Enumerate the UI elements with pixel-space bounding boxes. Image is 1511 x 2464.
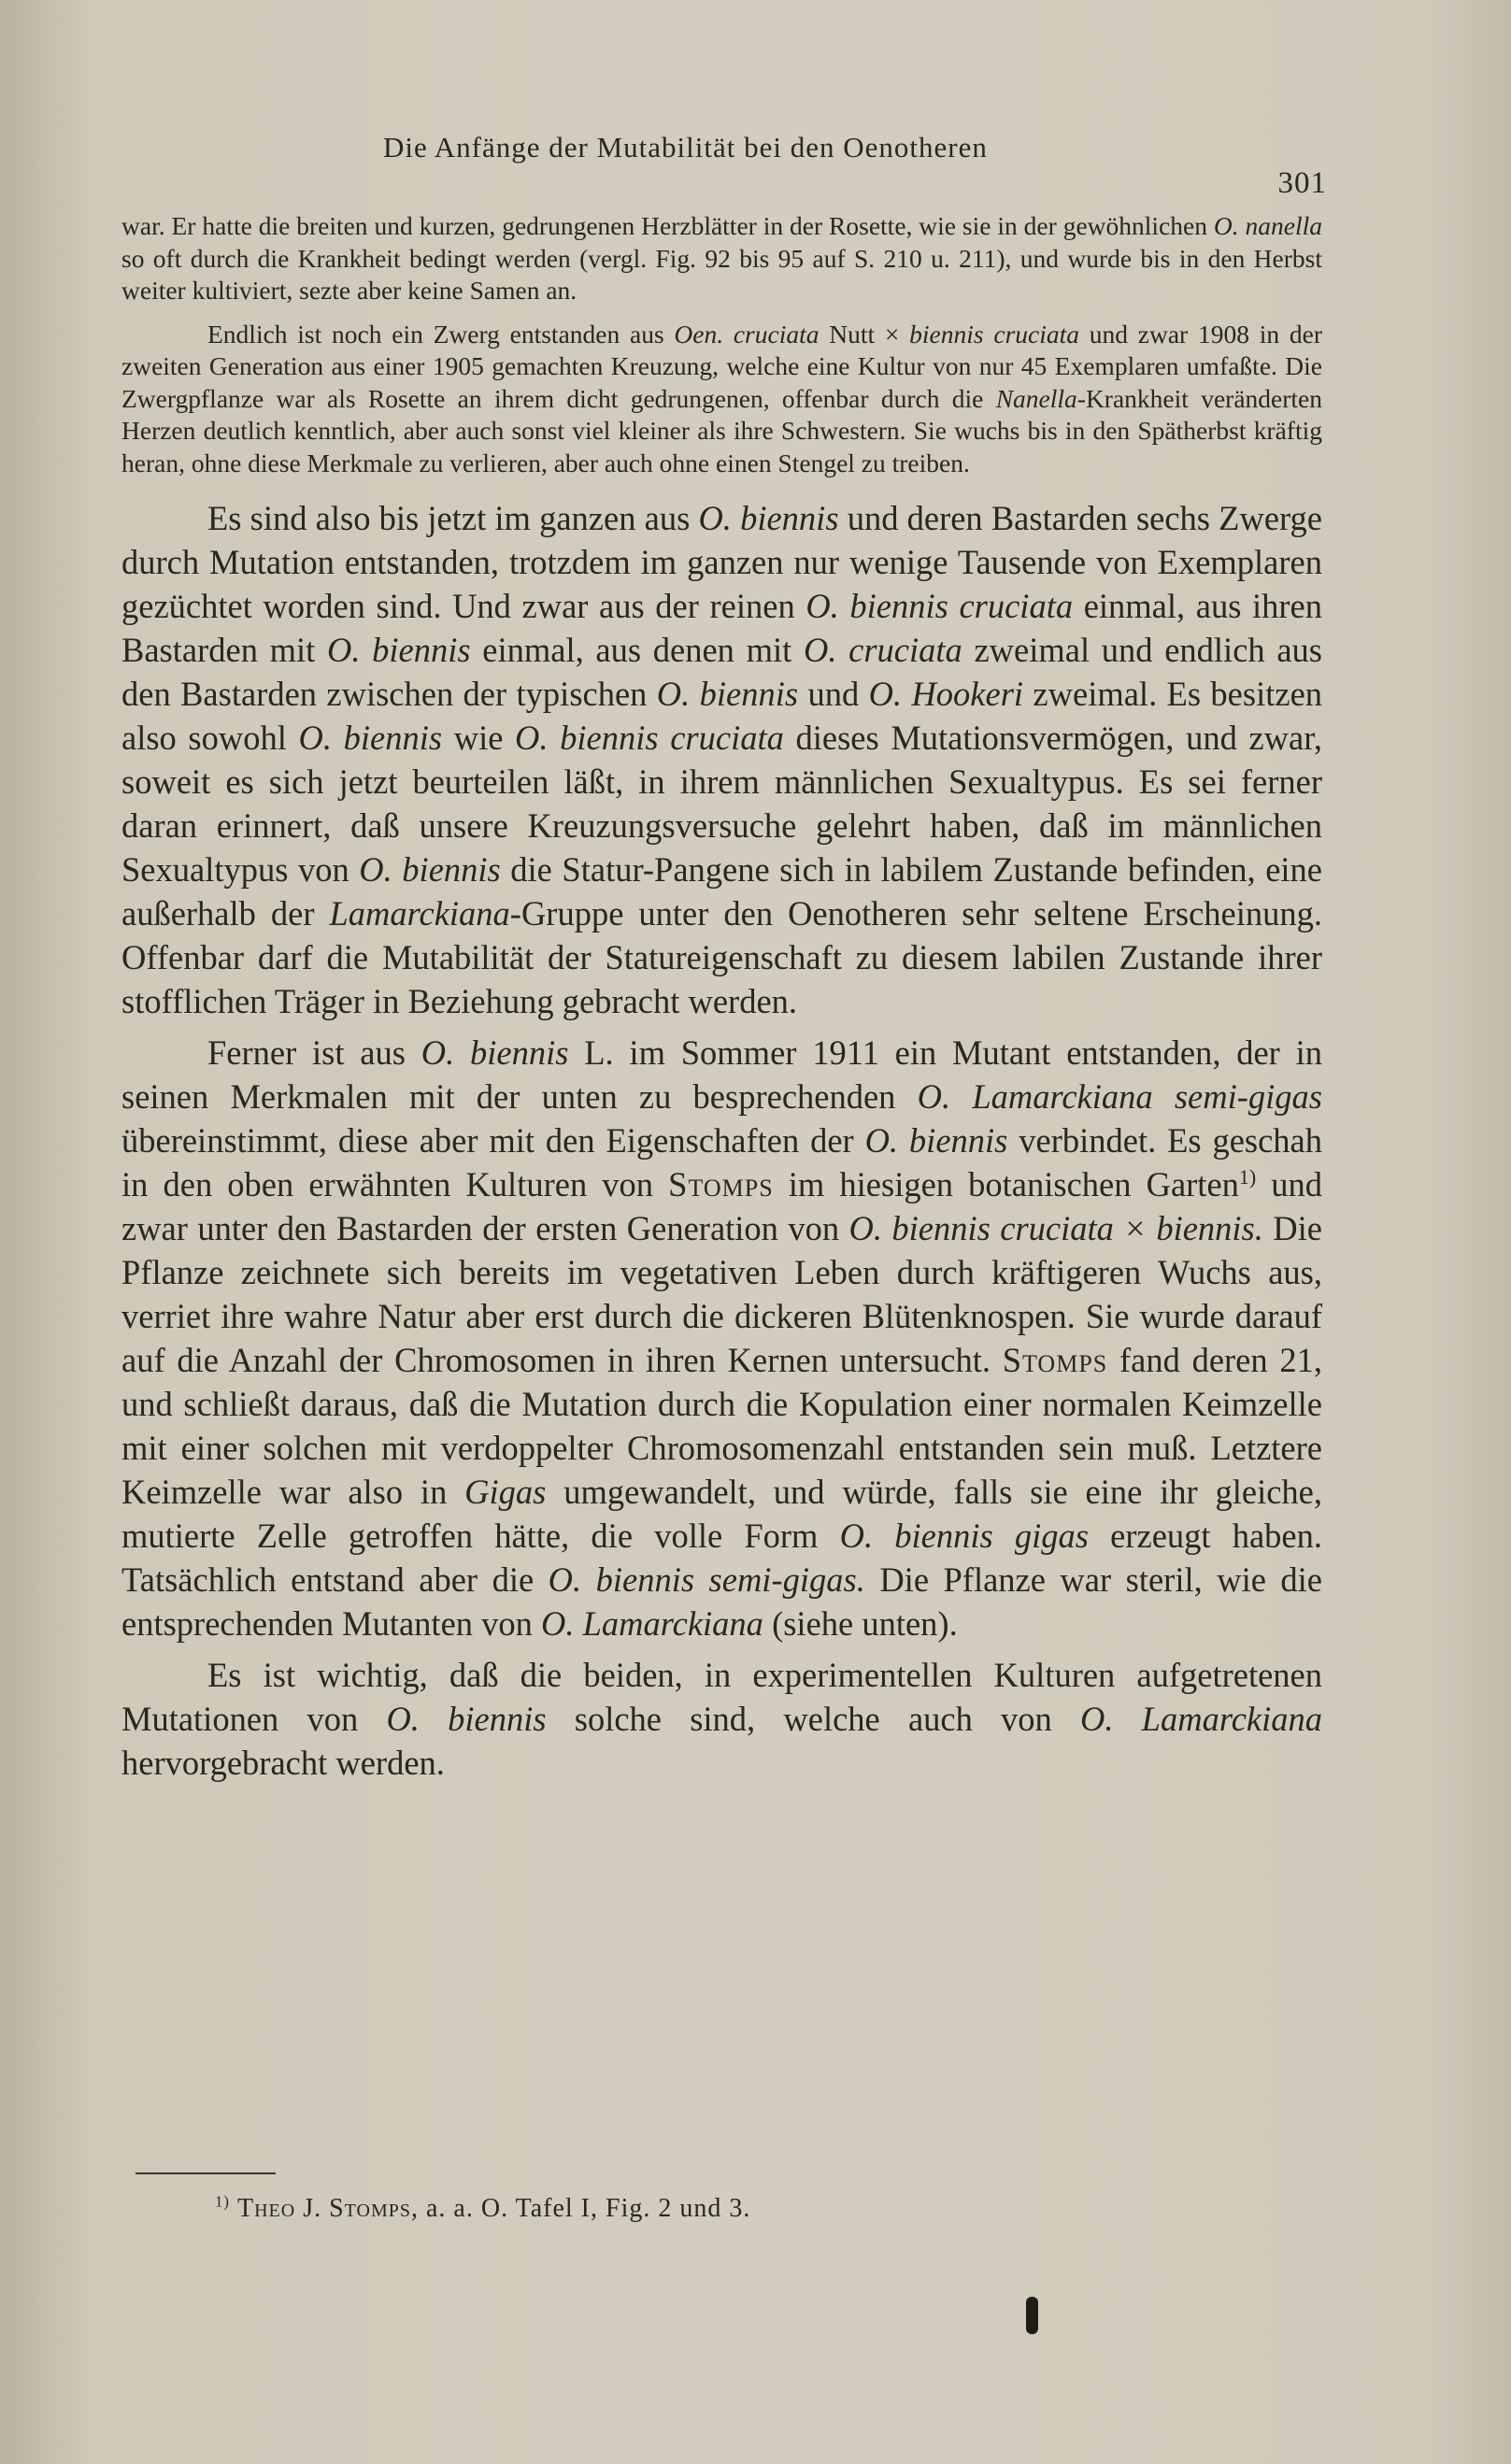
main-paragraph-2: Ferner ist aus O. biennis L. im Sommer 1911 ein Mutant entstanden, der in seinen Merkmalen mit der unten zu besprechenden O. Lamarckiana semi-gigas übereinstimmt, diese aber mit den Eigenschaften der O. biennis verbindet. Es geschah in den oben erwähnten Kulturen von Stomps im hiesigen botanischen Garten$^{1)}$ und zwar unter den Bastarden der ersten Generation von O. biennis cruciata × biennis. Die Pflanze zeichnete sich bereits im vegetativen Leben durch kräftigeren Wuchs aus, verriet ihre wahre Natur aber erst durch die dickeren Blütenknospen. Sie wurde darauf auf die Anzahl der Chromosomen in ihren Kernen untersucht. Stomps fand deren 21, und schließt daraus, daß die Mutation durch die Kopulation einer normalen Keimzelle mit einer solchen mit verdoppelter Chromosomenzahl entstanden sein muß. Letztere Keimzelle war also in Gigas umgewandelt, und würde, falls sie eine ihr gleiche, mutierte Zelle getroffen hätte, die volle Form O. biennis gigas erzeugt haben. Tatsächlich entstand aber die O. biennis semi-gigas. Die Pflanze war steril, wie die entsprechenden Mutanten von O. Lamarckiana (siehe unten). <box>121 1033 1323 1643</box>
ink-blot <box>1026 2297 1038 2334</box>
footnote-text: , a. a. O. Tafel I, Fig. 2 und 3. <box>411 2194 751 2223</box>
main-paragraph-1: Es sind also bis jetzt im ganzen aus O. biennis und deren Bastarden sechs Zwerge durch Mutation entstanden, trotzdem im ganzen nur wenige Tausende von Exemplaren gezüchtet worden sind. Und zwar aus der reinen O. biennis cruciata einmal, aus ihren Bastarden mit O. biennis einmal, aus denen mit O. cruciata zweimal und endlich aus den Bastarden zwischen der typischen O. biennis und O. Hookeri zweimal. Es besitzen also sowohl O. biennis wie O. biennis cruciata dieses Mutationsvermögen, und zwar, soweit es sich jetzt beurteilen läßt, in ihrem männlichen Sexualtypus. Es sei ferner daran erinnert, daß unsere Kreuzungsversuche gelehrt haben, daß im männlichen Sexualtypus von O. biennis die Statur-Pangene sich in labilem Zustande befinden, eine außerhalb der Lamarckiana-Gruppe unter den Oenotheren sehr seltene Erscheinung. Offenbar darf die Mutabilität der Statureigenschaft zu diesem labilen Zustande ihrer stofflichen Träger in Beziehung gebracht werden. <box>121 499 1323 1020</box>
small-paragraph-1: war. Er hatte die breiten und kurzen, gedrungenen Herzblätter in der Rosette, wie sie in der gewöhnlichen O. nanella so oft durch die Krankheit bedingt werden (vergl. Fig. 92 bis 95 auf S. 210 u. 211), und wurde bis in den Herbst weiter kultiviert, sezte aber keine Samen an. <box>121 211 1322 305</box>
running-title: Die Anfänge der Mutabilität bei den Oenotheren <box>383 131 988 164</box>
footnote-marker: 1) <box>215 2192 230 2211</box>
main-paragraph-3: Es ist wichtig, daß die beiden, in experimentellen Kulturen aufgetretenen Mutationen von O. biennis solche sind, welche auch von O. Lamarckiana hervorgebracht werden. <box>121 1656 1322 1782</box>
footnote-reference: 1) <box>1238 1164 1257 1189</box>
footnote-author: Theo J. Stomps <box>236 2194 411 2223</box>
footnote <box>215 2194 750 2224</box>
footnote-separator <box>135 2172 276 2174</box>
page-header <box>121 131 1327 200</box>
small-paragraph-2: Endlich ist noch ein Zwerg entstanden aus Oen. cruciata Nutt × biennis cruciata und zwar 1908 in der zweiten Generation aus einer 1905 gemachten Kreuzung, welche eine Kultur von nur 45 Exemplaren umfaßte. Die Zwergpflanze war als Rosette an ihrem dicht gedrungenen, offenbar durch die Nanella-Krankheit veränderten Herzen deutlich kenntlich, aber auch sonst viel kleiner als ihre Schwestern. Sie wuchs bis in den Spätherbst kräftig heran, ohne diese Merkmale zu verlieren, aber auch ohne einen Stengel zu treiben. <box>121 319 1322 477</box>
page-number: 301 <box>1277 166 1327 200</box>
text-column <box>121 210 1322 1785</box>
